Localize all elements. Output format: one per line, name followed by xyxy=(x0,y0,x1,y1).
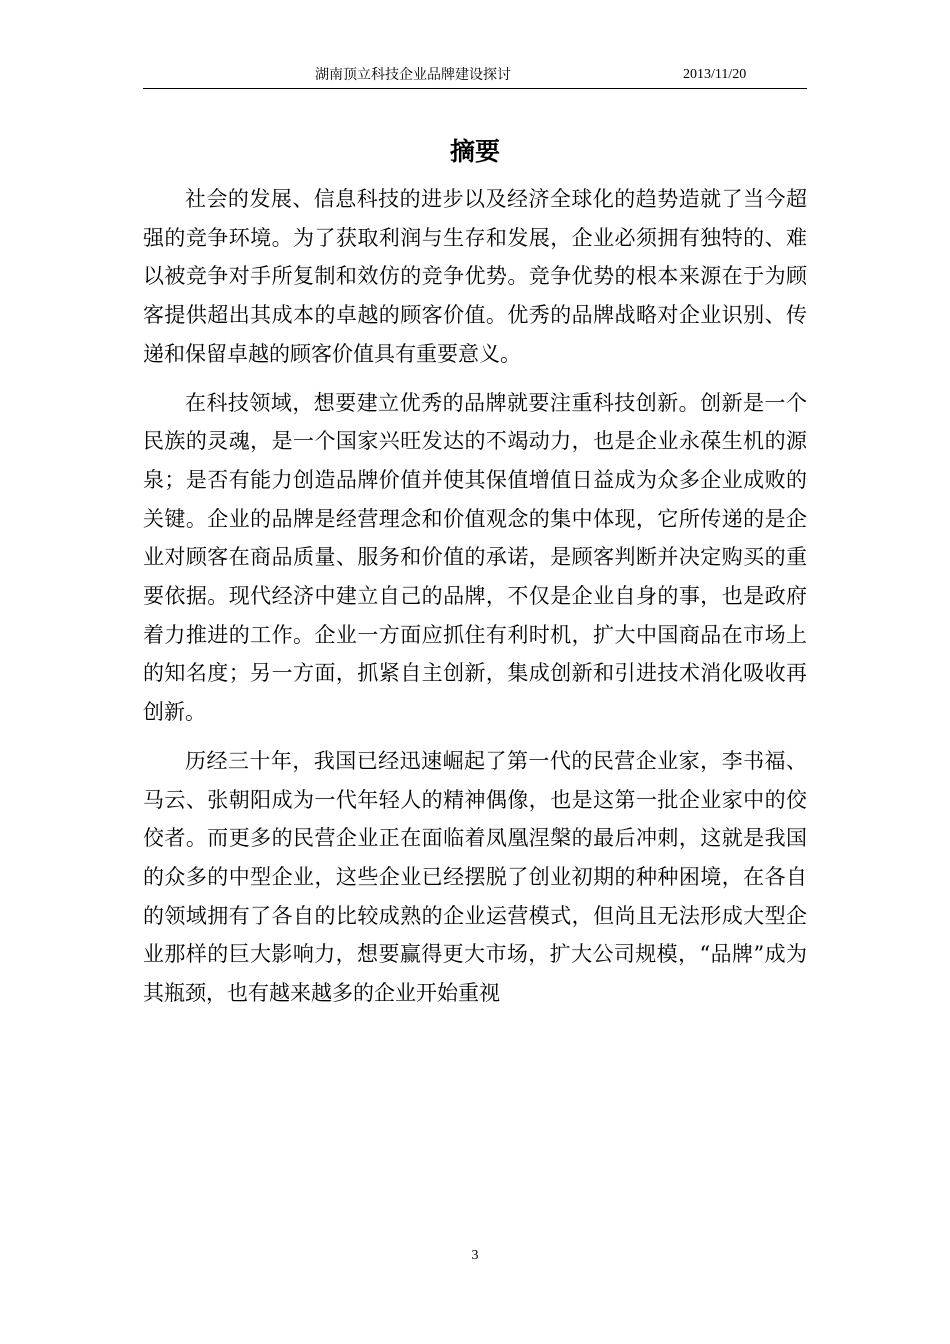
paragraph-3: 历经三十年，我国已经迅速崛起了第一代的民营企业家，李书福、马云、张朝阳成为一代年轻人的精神偶像，也是这第一批企业家中的佼佼者。而更多的民营企业正在面临着凤凰涅槃的最后冲刺，这就是我国的众多的中型企业，这些企业已经摆脱了创业初期的种种困境，在各自的领域拥有了各自的比较成熟的企业运营模式，但尚且无法形成大型企业那样的巨大影响力，想要赢得更大市场，扩大公司规模，“品牌”成为其瓶颈，也有越来越多的企业开始重视 xyxy=(143,748,807,1006)
paragraph-2: 在科技领域，想要建立优秀的品牌就要注重科技创新。创新是一个民族的灵魂，是一个国家兴旺发达的不竭动力，也是企业永葆生机的源泉；是否有能力创造品牌价值并使其保值增值日益成为众多企业成败的关键。企业的品牌是经营理念和价值观念的集中体现，它所传递的是企业对顾客在商品质量、服务和价值的承诺，是顾客判断并决定购买的重要依据。现代经济中建立自己的品牌，不仅是企业自身的事，也是政府着力推进的工作。企业一方面应抓住有利时机，扩大中国商品在市场上的知名度；另一方面，抓紧自主创新，集成创新和引进技术消化吸收再创新。 xyxy=(143,390,807,725)
page-title: 摘要 xyxy=(449,137,500,166)
body-text xyxy=(143,180,807,1013)
header-date: 2013/11/20 xyxy=(683,67,747,82)
page-header xyxy=(143,66,807,89)
header-title: 湖南顶立科技企业品牌建设探讨 xyxy=(315,67,511,83)
page-number: 3 xyxy=(471,1248,479,1263)
paragraph-1: 社会的发展、信息科技的进步以及经济全球化的趋势造就了当今超强的竞争环境。为了获取利润与生存和发展，企业必须拥有独特的、难以被竞争对手所复制和效仿的竞争优势。竞争优势的根本来源在于为顾客提供超出其成本的卓越的顾客价值。优秀的品牌战略对企业识别、传递和保留卓越的顾客价值具有重要意义。 xyxy=(143,187,807,366)
